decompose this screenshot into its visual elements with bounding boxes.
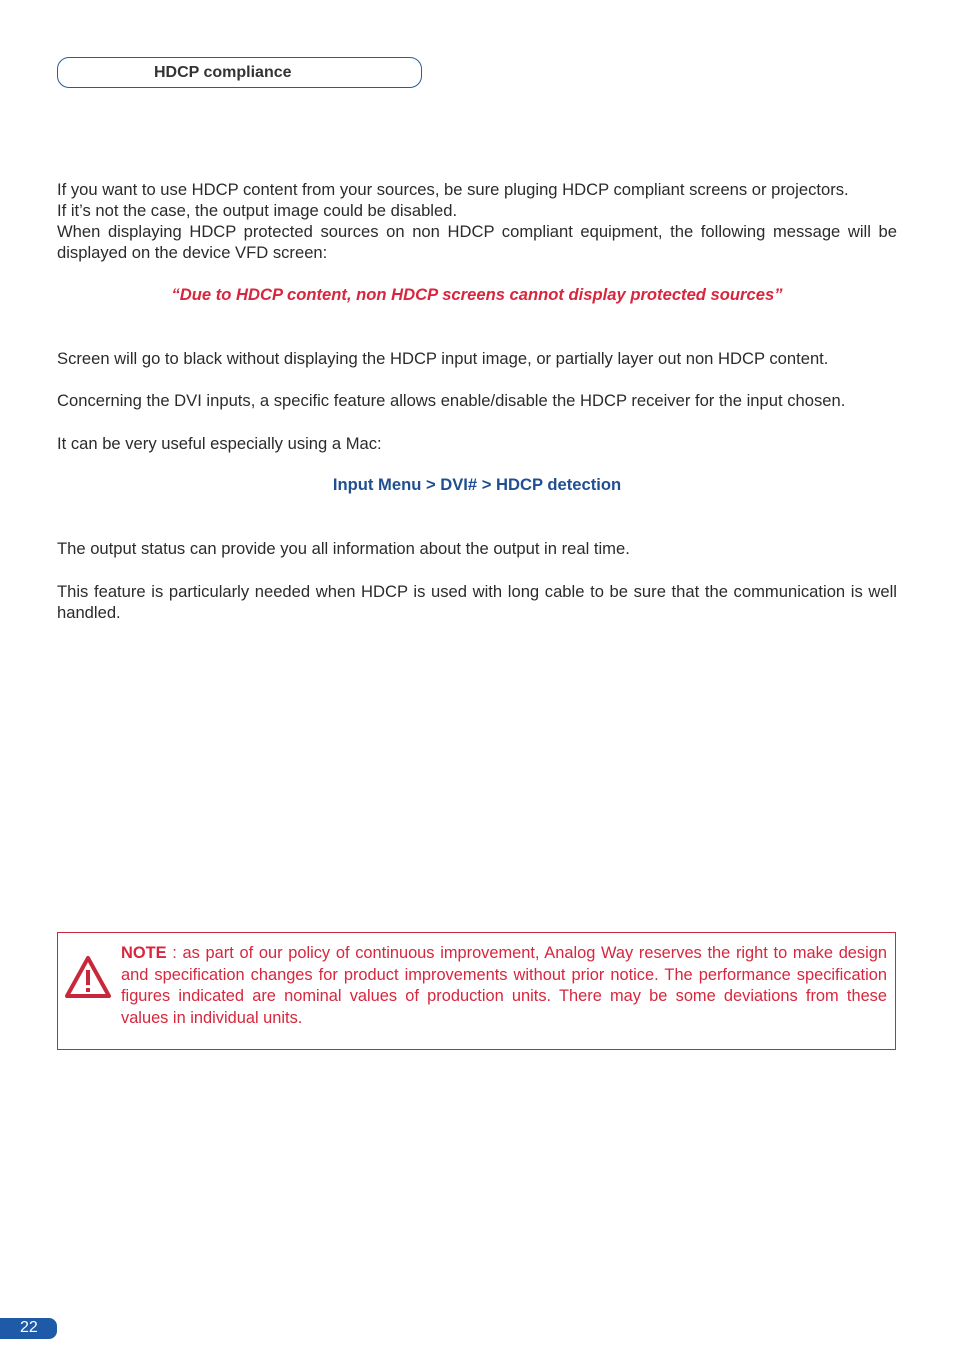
section-header bbox=[57, 57, 422, 88]
intro-line-1: If you want to use HDCP content from your sources, be sure pluging HDCP compliant screens or projectors. bbox=[57, 180, 849, 199]
note-text bbox=[121, 943, 887, 1029]
intro-line-3: When displaying HDCP protected sources on non HDCP compliant equipment, the following message will be displayed on the device VFD screen: bbox=[57, 222, 897, 262]
paragraph-black-screen: Screen will go to black without displaying the HDCP input image, or partially layer out non HDCP content. bbox=[57, 349, 829, 368]
note-body: : as part of our policy of continuous improvement, Analog Way reserves the right to make design and specification changes for product improvements without prior notice. The performance specification figures indicated are nominal values of production units. There may be some deviations from these values in individual units. bbox=[121, 944, 887, 1027]
note-box bbox=[57, 932, 896, 1050]
paragraph-mac: It can be very useful especially using a Mac: bbox=[57, 434, 382, 453]
note-label: NOTE bbox=[121, 944, 167, 962]
paragraph-output-status: The output status can provide you all information about the output in real time. bbox=[57, 539, 630, 558]
paragraph-dvi-inputs: Concerning the DVI inputs, a specific feature allows enable/disable the HDCP receiver for the input chosen. bbox=[57, 391, 846, 410]
page-number-tab bbox=[0, 1318, 57, 1339]
warning-triangle-icon bbox=[64, 955, 112, 999]
page-number: 22 bbox=[20, 1319, 38, 1336]
vfd-message-quote: “Due to HDCP content, non HDCP screens cannot display protected sources” bbox=[171, 285, 783, 304]
section-title: HDCP compliance bbox=[154, 64, 292, 81]
menu-path: Input Menu > DVI# > HDCP detection bbox=[332, 475, 622, 494]
intro-line-2: If it’s not the case, the output image could be disabled. bbox=[57, 201, 458, 220]
paragraph-long-cable: This feature is particularly needed when HDCP is used with long cable to be sure that the communication is well handled. bbox=[57, 582, 897, 622]
